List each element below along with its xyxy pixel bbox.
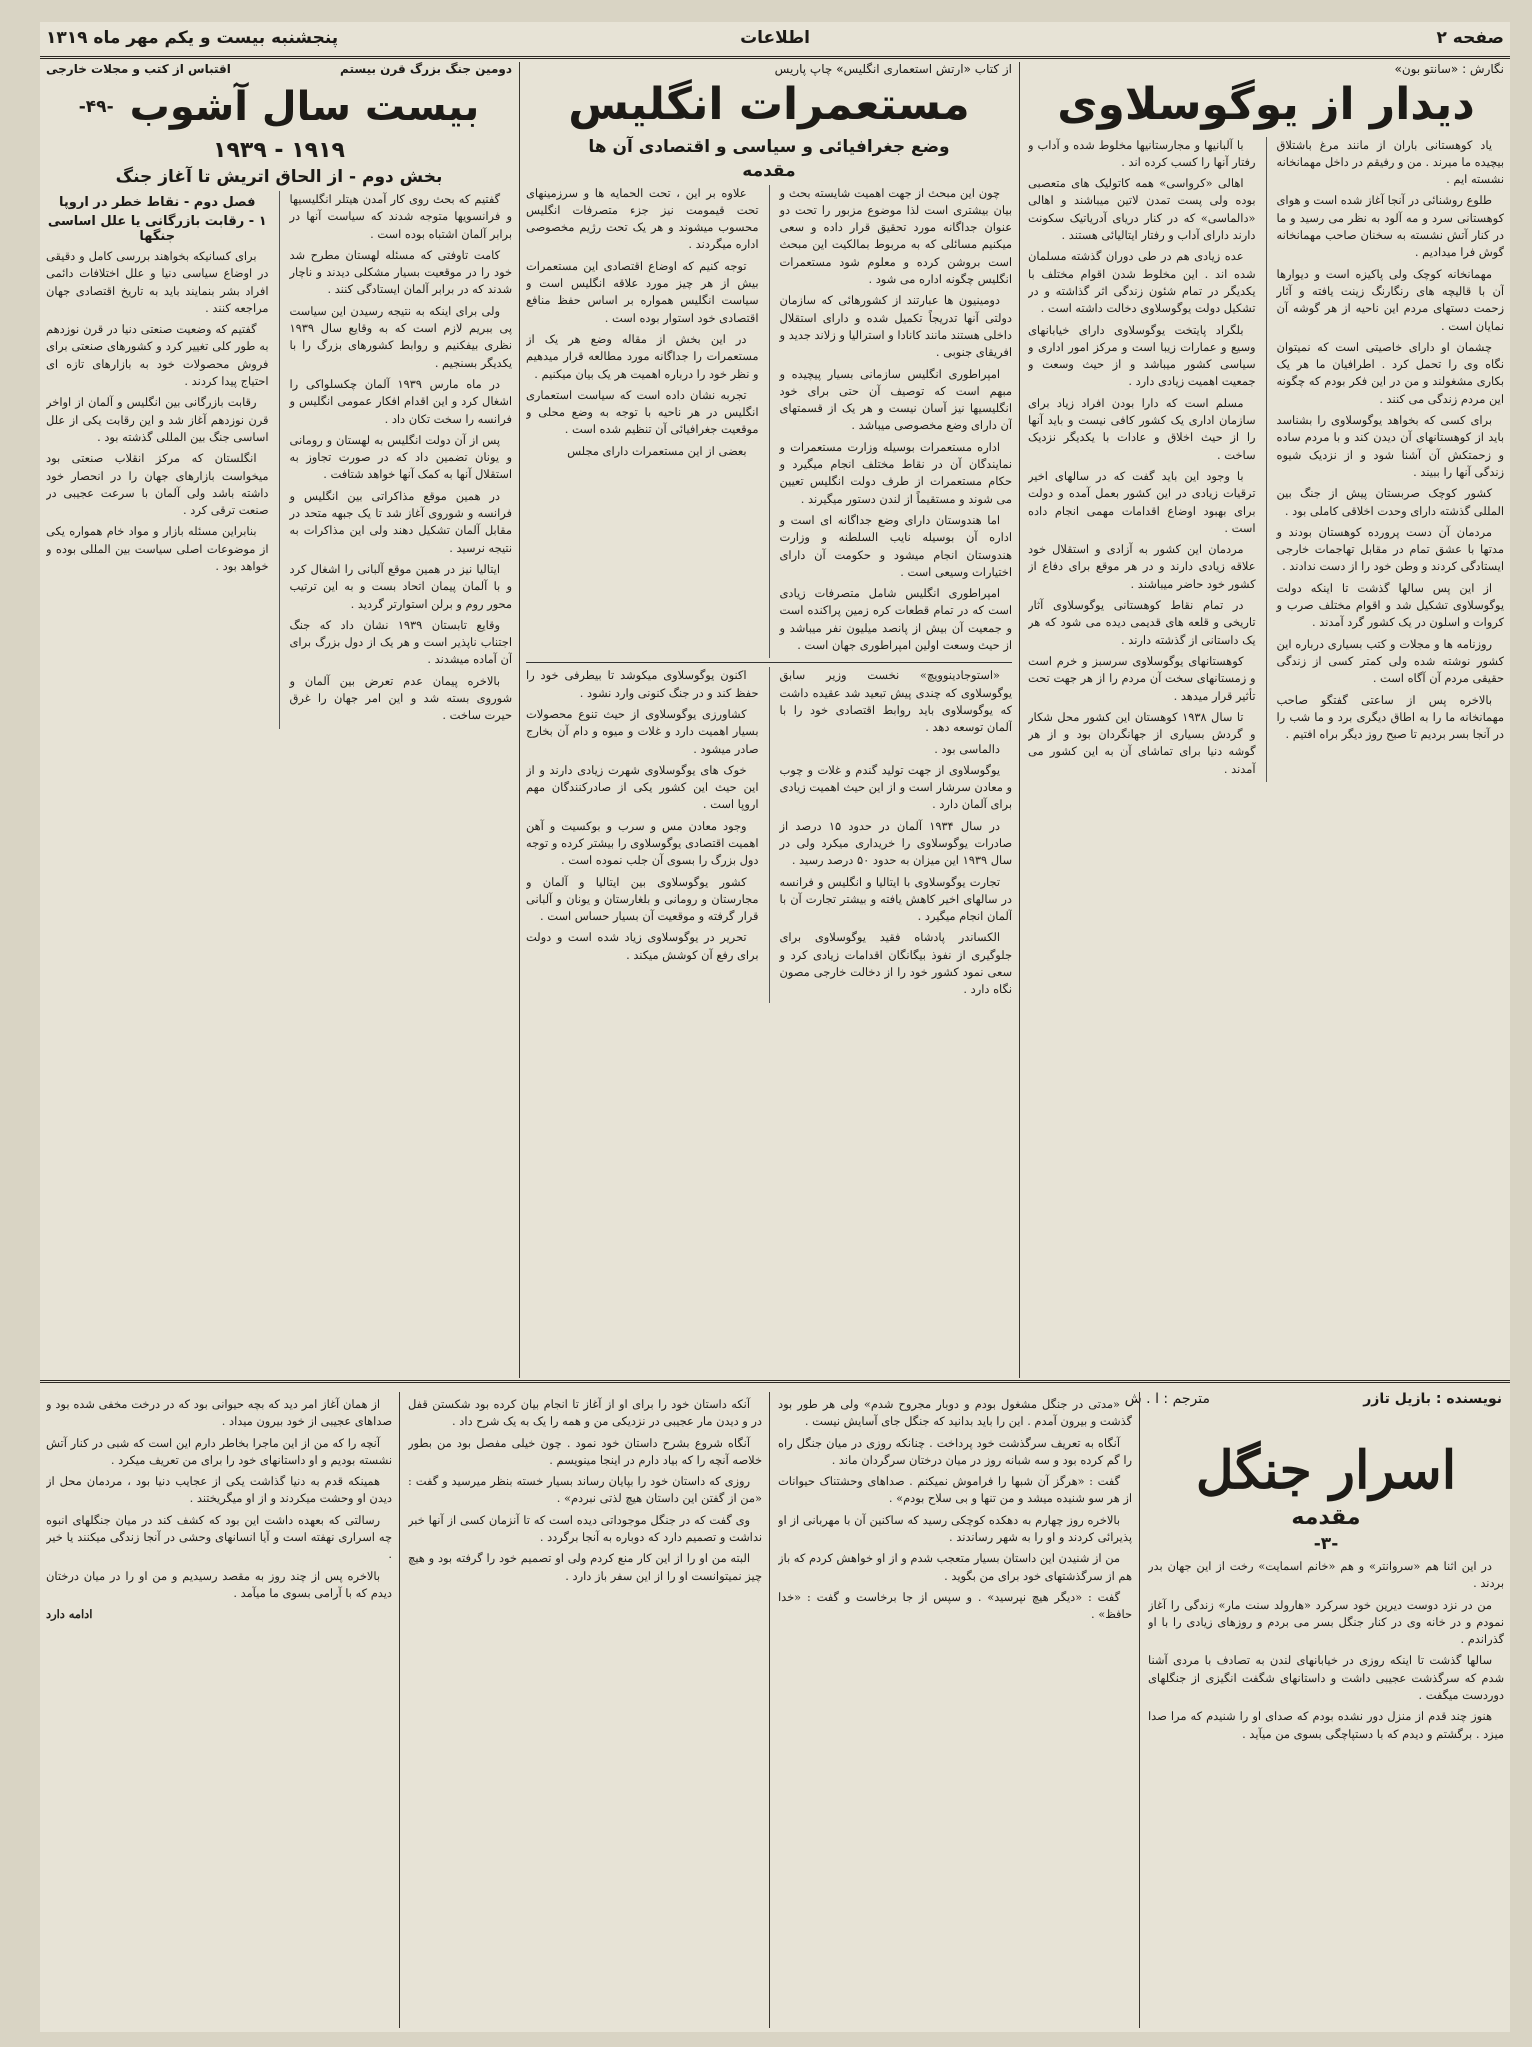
paragraph: کوهستانهای یوگوسلاوی سرسبز و خرم است و زمستانهای سخت آن مردم را از هر جهت تحت تأثیر قرار میدهد . <box>1028 653 1256 703</box>
paragraph: رقابت بازرگانی بین انگلیس و آلمان از اواخر قرن نوزدهم آغاز شد و این رقابت یکی از علل اساسی جنگ بین المللی گذشته بود . <box>46 395 269 444</box>
paragraph: ایتالیا نیز در همین موقع آلبانی را اشغال کرد و با آلمان پیمان اتحاد بست و به این ترتیب محور روم و برلن استوارتر گردید . <box>289 561 512 611</box>
serial-part: -۳- <box>1313 1534 1339 1554</box>
paragraph: روزنامه ها و مجلات و کتب بسیاری درباره این کشور نوشته شده ولی کمتر کسی از زندگی حقیقی مردم آن آگاه است . <box>1276 636 1504 686</box>
paragraph: بالاخره پس از چند روز به مقصد رسیدیم و من او را در میان درختان دیدم که با آرامی بسوی ما میآمد . <box>46 1568 392 1600</box>
paragraph: تجربه نشان داده است که سیاست استعماری انگلیس در هر ناحیه با توجه به وضع محلی و موقعیت جغرافیائی آن تنظیم شده است . <box>526 387 759 437</box>
paragraph: مسلم است که دارا بودن افراد زیاد برای سازمان اداری یک کشور کافی نیست و باید آنها را از حیث اخلاق و عادات با یکدیگر نزدیک ساخت . <box>1028 395 1256 462</box>
column-divider <box>1266 137 1267 782</box>
serial-column-1 <box>1148 1426 1504 2028</box>
author-tag: نگارش : «سانتو بون» <box>1394 62 1504 76</box>
paragraph: گفتیم که وضعیت صنعتی دنیا در قرن نوزدهم به طور کلی تغییر کرد و کشورهای صنعتی برای فروش محصولات خود به بازارهای تازه ای احتیاج پیدا کردند . <box>46 322 269 389</box>
years-range: ۱۹۱۹ - ۱۹۳۹ <box>213 138 345 163</box>
paragraph: دومینیون ها عبارتند از کشورهائی که سازمان دولتی آنها تدریجاً تکمیل شده و دارای استقلال داخلی هستند مانند کانادا و استرالیا و زلاند جدید و افریقای جنوبی . <box>779 293 1012 360</box>
paragraph: البته من او را از این کار منع کردم ولی او تصمیم خود را گرفته بود و هیچ چیز نمیتوانست او را از این سفر باز دارد . <box>408 1551 762 1583</box>
paragraph: آنچه را که من از این ماجرا بخاطر دارم این است که شبی در کنار آتش نشسته بودیم و او داستانهای خود را برای من تعریف میکرد . <box>46 1435 392 1467</box>
paragraph: همینکه قدم به دنیا گذاشت یکی از عجایب دنیا بود ، مردمان محل از دیدن او وحشت میکردند و از او میگریختند . <box>46 1474 392 1506</box>
paragraph: در این اثنا هم «سروانتر» و هم «خانم اسمایت» رخت از این جهان بدر بردند . <box>1148 1559 1504 1591</box>
paragraph: وقایع تابستان ۱۹۳۹ نشان داد که جنگ اجتناب ناپذیر است و هر یک از دول بزرگ برای آن آماده میشدند . <box>289 617 512 667</box>
paragraph: در این بخش از مقاله وضع هر یک از مستعمرات را جداگانه مورد مطالعه قرار میدهیم و نظر خود را درباره اهمیت هر یک بیان میکنیم . <box>526 331 759 381</box>
article-headline: دیدار از یوگوسلاوی <box>1057 79 1475 130</box>
paragraph: بالاخره روز چهارم به دهکده کوچکی رسید که ساکنین آن با مهربانی از او پذیرائی کردند و او را به شهر رساندند . <box>778 1512 1132 1545</box>
paragraph: توجه کنیم که اوضاع اقتصادی این مستعمرات بیش از هر چیز مورد علاقه انگلیس است و سیاست انگلیس همواره بر اساس حفظ منافع اقتصادی خود استوار بوده است . <box>526 258 759 325</box>
continued-note: ادامه دارد <box>46 1607 93 1622</box>
paragraph: در تمام نقاط کوهستانی یوگوسلاوی آثار تاریخی و قلعه های قدیمی دیده می شود که هر یک داستانی از گذشته دارند . <box>1028 598 1256 647</box>
paragraph: بنابراین مسئله بازار و مواد خام همواره یکی از موضوعات اصلی سیاست بین المللی بوده و خواهد بود . <box>46 524 269 574</box>
paragraph: ولی برای اینکه به نتیجه رسیدن این سیاست پی ببریم لازم است که به وقایع سال ۱۹۳۹ نظری بیفکنیم و روابط کشورهای بزرگ را با یکدیگر بسنجیم . <box>289 303 512 370</box>
paragraph: کشور کوچک صربستان پیش از جنگ بین المللی گذشته دارای وحدت اخلاقی کاملی بود . <box>1276 486 1504 518</box>
chapter-title: فصل دوم - نقاط خطر در اروپا <box>59 195 256 210</box>
article-colonies <box>526 62 1012 1376</box>
source-tag: از کتاب «ارتش استعماری انگلیس» چاپ پاریس <box>774 62 1012 76</box>
paragraph: بعضی از این مستعمرات دارای مجلس <box>567 443 747 458</box>
article-subtitle: وضع جغرافیائی و سیاسی و اقتصادی آن ها <box>588 136 950 157</box>
issue-date: پنجشنبه بیست و یکم مهر ماه ۱۳۱۹ <box>46 28 339 48</box>
paragraph: اکنون یوگوسلاوی میکوشد تا بیطرفی خود را حفظ کند و در جنگ کنونی وارد نشود . <box>526 668 759 700</box>
paragraph: برای کسانیکه بخواهند بررسی کامل و دقیقی در اوضاع سیاسی دنیا و علل اختلافات دائمی افراد بشر بنمایند باید به تاریخ اقتصادی جهان مراجعه کنند . <box>46 249 269 315</box>
paragraph: دالماسی بود . <box>934 741 1000 756</box>
part-number: -۴۹- <box>78 97 114 117</box>
paragraph: تحریر در یوگوسلاوی زیاد شده است و دولت برای رفع آن کوشش میکند . <box>526 930 759 962</box>
paragraph: مردمان این کشور به آزادی و استقلال خود علاقه زیادی دارند و در هر موقع برای دفاع از کشور خود حاضر میباشند . <box>1028 542 1256 591</box>
paragraph: گفتیم که بحث روی کار آمدن هیتلر انگلیسیها و فرانسویها متوجه شدند که سیاست آنها در برابر آلمان اشتباه بوده است . <box>289 192 512 241</box>
paragraph: با آلبانیها و مجارستانیها مخلوط شده و آداب و رفتار آنها را کسب کرده اند . <box>1028 137 1256 169</box>
column-divider <box>399 1392 400 2028</box>
paragraph: آنگاه به تعریف سرگذشت خود پرداخت . چنانکه روزی در میان جنگل راه را گم کرده بود و سه شبانه روز در میان درختان سرگردان ماند . <box>778 1435 1132 1467</box>
column-divider <box>1019 62 1020 1378</box>
article-yugoslavia-economy <box>526 662 1012 1002</box>
article-headline: بیست سال آشوب <box>129 84 480 130</box>
paragraph: چشمان او دارای خاصیتی است که نمیتوان نگاه وی را تحمل کرد . اطرافیان ما هر یک بکاری مشغولند و من در این فکر بودم که چگونه این مردم زندگی می کنند . <box>1276 339 1504 406</box>
paragraph: الکساندر پادشاه فقید یوگوسلاوی برای جلوگیری از نفوذ بیگانگان اقدامات زیادی کرد و سعی نمود کشور خود را از دخالت خارجی مصون نگاه دارد . <box>779 930 1012 997</box>
paragraph: بلگراد پایتخت یوگوسلاوی دارای خیابانهای وسیع و عمارات زیبا است و مرکز امور اداری و سیاسی کشور میباشد و از حیث وسعت و جمعیت اهمیت زیادی دارد . <box>1028 322 1256 389</box>
paragraph: کشاورزی یوگوسلاوی از حیث تنوع محصولات بسیار اهمیت دارد و غلات و میوه و دام آن بخارج صادر میشود . <box>526 706 759 756</box>
paragraph: «استوجادینوویچ» نخست وزیر سابق یوگوسلاوی که چندی پیش تبعید شد عقیده داشت که یوگوسلاوی باید روابط اقتصادی خود را با آلمان توسعه دهد . <box>779 668 1012 735</box>
paragraph: کامت تاوفتی که مسئله لهستان مطرح شد خود را در موقعیت بسیار مشکلی دیدند و ناچار شدند که در برابر آلمان ایستادگی کنند . <box>289 247 512 297</box>
paragraph: اهالی «کرواسی» همه کاتولیک های متعصبی بوده ولی پست تمدن لاتین میباشند و اهالی «دالماسی» که در کنار دریای آدریاتیک سکونت دارند دارای آداب و رفتار ایتالیائی هستند . <box>1028 176 1256 243</box>
paragraph: یوگوسلاوی از جهت تولید گندم و غلات و چوب و معادن سرشار است و از این حیث اهمیت زیادی برای آلمان دارد . <box>779 762 1012 812</box>
paragraph: تا سال ۱۹۳۸ کوهستان این کشور محل شکار و گردش بسیاری از جهانگردان بود و از هر گوشه دنیا برای تماشای آن به این کشور می آمدند . <box>1028 709 1256 776</box>
section-title: بخش دوم - از الحاق اتریش تا آغاز جنگ <box>115 167 443 187</box>
paragraph: از همان آغاز امر دید که بچه حیوانی بود که در درخت مخفی شده بود و صداهای عجیبی از خود بیرون میداد . <box>46 1397 392 1429</box>
chapter-subtitle: ۱ - رقابت بازرگانی یا علل اساسی جنگها <box>47 214 267 244</box>
paragraph: اداره مستعمرات بوسیله وزارت مستعمرات و نمایندگان آن در نقاط مختلف انجام میگیرد و حکام مستعمرات از طرف دولت انگلیس تعیین می شوند و مستقیماً از لندن دستور میگیرند . <box>779 439 1012 506</box>
newspaper-page <box>40 22 1510 2032</box>
serial-translator: مترجم : ا . ش <box>1124 1391 1210 1407</box>
paragraph: با وجود این باید گفت که در سالهای اخیر ترقیات زیادی در این کشور بعمل آمده و دولت برای بهبود اوضاع اقدامات مهمی انجام داده است . <box>1028 468 1256 535</box>
serial-column-4 <box>46 1396 392 2028</box>
paragraph: اما هندوستان دارای وضع جداگانه ای است و اداره آن بوسیله نایب السلطنه و وزارت هندوستان انجام میشود و حکومت آن دارای اختیارات وسیعی است . <box>779 512 1012 579</box>
column-divider <box>279 191 280 729</box>
column-divider <box>1139 1392 1140 2028</box>
paragraph: بالاخره پیمان عدم تعرض بین آلمان و شوروی بسته شد و این امر جهان را غرق حیرت ساخت . <box>289 673 512 723</box>
column-divider <box>519 62 520 1378</box>
article-body-continued <box>1028 137 1256 782</box>
paragraph: امپراطوری انگلیس سازمانی بسیار پیچیده و مبهم است که توصیف آن حتی برای خود انگلیسیها نیز آسان نیست و هر یک از قسمتهای آن دارای وضع مخصوصی میباشد . <box>779 366 1012 433</box>
paragraph: برای کسی که بخواهد یوگوسلاوی را بشناسد باید از کوهستانهای آن دیدن کند و با مردم ساده و زحمتکش آن آشنا شود و از نزدیک شیوه زندگی آنها را ببیند . <box>1276 413 1504 479</box>
column-divider <box>769 185 770 659</box>
paragraph: طلوع روشنائی در آنجا آغاز شده است و هوای کوهستانی سرد و مه آلود به نظر می رسید و ما در کنار آتش نشسته به سخنان صاحب مهمانخانه گوش فرا میدادیم . <box>1276 193 1504 260</box>
paragraph: بالاخره پس از ساعتی گفتگو صاحب مهمانخانه ما را به اطاق دیگری برد و ما شب را در آنجا بسر بردیم تا صبح روز دیگر براه افتیم . <box>1276 692 1504 742</box>
paragraph: خوک های یوگوسلاوی شهرت زیادی دارند و از این حیث این کشور یکی از صادرکنندگان مهم اروپا است . <box>526 762 759 812</box>
paragraph: آنکه داستان خود را برای او از آغاز تا انجام بیان کرده بود شکستن قفل در و دیدن مار عجیبی در نزدیکی من و همه را یک به یک شرح داد . <box>408 1397 762 1429</box>
paragraph: من از شنیدن این داستان بسیار متعجب شدم و از او خواهش کردم که باز هم از سرگذشتهای خود برای من بگوید . <box>778 1551 1132 1583</box>
paragraph: هنوز چند قدم از منزل دور نشده بودم که صدای او را شنیدم که مرا صدا میزد . برگشتم و دیدم که با دستپاچگی بسوی من میآید . <box>1148 1709 1504 1741</box>
paragraph: سالها گذشت تا اینکه روزی در خیابانهای لندن به تصادف با مردی آشنا شدم که سرگذشت عجیبی داشت و داستانهای شگفت انگیزی از جنگلهای دوردست میگفت . <box>1148 1653 1504 1703</box>
paragraph: روزی که داستان خود را بپایان رساند بسیار خسته بنظر میرسید و گفت : «من از گفتن این داستان هیچ لذتی نبردم» . <box>408 1474 762 1506</box>
paragraph: در سال ۱۹۳۴ آلمان در حدود ۱۵ درصد از صادرات یوگوسلاوی را خریداری میکرد ولی در سال ۱۹۳۹ این میزان به حدود ۵۰ درصد رسید . <box>779 818 1012 868</box>
paragraph: از این پس سالها گذشت تا اینکه دولت یوگوسلاوی تشکیل شد و اقوام مختلف صرب و کروات و اسلون در یک کشور گرد آمدند . <box>1276 580 1504 630</box>
series-tag: دومین جنگ بزرگ قرن بیستم <box>340 62 512 76</box>
paper-name: اطلاعات <box>740 28 810 48</box>
paragraph: مهمانخانه کوچک ولی پاکیزه است و دیوارها آن با قالیچه های رنگارنگ زینت یافته و آثار زحمت دستهای مردم این ناحیه از هر گوشه آن نمایان است . <box>1276 266 1504 333</box>
paragraph: وجود معادن مس و سرب و بوکسیت و آهن اهمیت اقتصادی یوگوسلاوی را بیشتر کرده و توجه دول بزرگ را بسوی آن جلب نموده است . <box>526 818 759 868</box>
section-title: مقدمه <box>742 160 796 181</box>
article-body-continued <box>46 191 269 729</box>
paragraph: گفت : «هرگز آن شبها را فراموش نمیکنم . صداهای وحشتناک حیوانات از هر سو شنیده میشد و من تنها و بی سلاح بودم» . <box>778 1474 1132 1506</box>
column-divider <box>769 1392 770 2028</box>
paragraph: آنگاه شروع بشرح داستان خود نمود . چون خیلی مفصل بود من بطور خلاصه آنچه را که بیاد دارم در اینجا مینویسم . <box>408 1435 762 1467</box>
paragraph: انگلستان که مرکز انقلاب صنعتی بود میخواست بازارهای جهان را در انحصار خود داشته باشد ولی آلمان با سرعت عجیبی در صنعت ترقی کرد . <box>46 451 269 518</box>
article-headline: مستعمرات انگلیس <box>568 79 970 130</box>
page-number: صفحه ۲ <box>1436 28 1504 48</box>
paragraph: پس از آن دولت انگلیس به لهستان و رومانی و یونان تضمین داد که در صورت تجاوز به استقلال آنها به کمک آنها خواهد شتافت . <box>289 432 512 482</box>
paragraph: «مدتی در جنگل مشغول بودم و دوبار مجروح شدم» ولی هر طور بود گذشت و بیرون آمدم . این را باید بدانید که جنگل جای آسایش نیست . <box>778 1397 1132 1429</box>
paragraph: در ماه مارس ۱۹۳۹ آلمان چکسلواکی را اشغال کرد و این اقدام افکار عمومی انگلیس و فرانسه را سخت تکان داد . <box>289 376 512 426</box>
paragraph: وی گفت که در جنگل موجوداتی دیده است که تا آنزمان کسی از آنها خبر نداشت و تصمیم دارد که دوباره به آنجا برگردد . <box>408 1512 762 1545</box>
paragraph: من در نزد دوست دیرین خود سرکرد «هارولد سنت مار» زندگی را آغاز نمودم و در خانه وی در کنار جنگل بسر می بردم و روزهای زیادی را با او گذراندم . <box>1148 1597 1504 1647</box>
serial-column-3 <box>408 1396 762 2028</box>
paragraph: رسالتی که بعهده داشت این بود که کشف کند در میان جنگلهای انبوه چه اسراری نهفته است و آیا انسانهای وحشی در آنجا زندگی میکنند یا خیر . <box>46 1512 392 1562</box>
series-tag: اقتباس از کتب و مجلات خارجی <box>46 62 231 76</box>
article-body-continued <box>526 185 759 659</box>
paragraph: امپراطوری انگلیس شامل متصرفات زیادی است که در تمام قطعات کره زمین پراکنده است و جمعیت آن بیش از پانصد میلیون نفر میباشد و از حیث وسعت اولین امپراطوری جهان است . <box>779 586 1012 653</box>
article-twenty-years <box>46 62 512 1376</box>
paragraph: در همین موقع مذاکراتی بین انگلیس و فرانسه و شوروی آغاز شد تا یک جبهه متحد در مقابل آلمان تشکیل دهند ولی این مذاکرات به نتیجه نرسید . <box>289 488 512 555</box>
article-body <box>780 185 1013 659</box>
paragraph: یاد کوهستانی باران از مانند مرغ باشتلاق بیچیده ما میرند . من و رفیقم در داخل مهمانخانه نشسته ایم . <box>1276 137 1504 187</box>
article-body <box>290 191 513 729</box>
paragraph: علاوه بر این ، تحت الحمایه ها و سرزمینهای تحت قیمومت نیز جزء متصرفات انگلیس محسوب میشوند و هر یک تحت رژیم مخصوصی اداره میگردند . <box>526 185 759 252</box>
serial-title: اسرار جنگل <box>1195 1440 1457 1501</box>
paragraph: چون این مبحث از جهت اهمیت شایسته بحث و بیان بیشتری است لذا موضوع مزبور را تحت دو عنوان جداگانه مورد تحقیق قرار داده و سعی میکنیم مسائلی که به مربوط بمالکیت این مبحث است بروشن کرده و معلوم شود مستعمرات انگلیس چگونه اداره می شود . <box>779 185 1012 287</box>
article-body <box>1277 137 1505 782</box>
serial-intro: مقدمه <box>1291 1505 1361 1530</box>
paragraph: مردمان آن دست پرورده کوهستان بودند و مدتها با عشق تمام در مقابل تهاجمات خارجی ایستادگی کردند و وطن خود را از دست ندادند . <box>1276 524 1504 574</box>
paragraph: تجارت یوگوسلاوی با ایتالیا و انگلیس و فرانسه در سالهای اخیر کاهش یافته و بیشتر تجارت آن با آلمان انجام میگیرد . <box>779 874 1012 924</box>
article-yugoslavia <box>1028 62 1504 1376</box>
column-divider <box>769 667 770 1002</box>
serial-author: نویسنده : بازیل تازر <box>1363 1391 1502 1407</box>
paragraph: عده زیادی هم در طی دوران گذشته مسلمان شده اند . این مخلوط شدن اقوام مختلف با یکدیگر در تمام شئون زندگی اثر گذاشته و در تشکیل دولت یوگوسلاوی دخالت داشته است . <box>1028 249 1256 316</box>
serial-column-2 <box>778 1396 1132 2028</box>
paragraph: کشور یوگوسلاوی بین ایتالیا و آلمان و مجارستان و رومانی و بلغارستان و یونان و آلبانی قرار گرفته و موقعیت آن بسیار حساس است . <box>526 874 759 924</box>
page-header <box>40 22 1510 59</box>
paragraph: گفت : «دیگر هیچ نپرسید» . و سپس از جا برخاست و گفت : «خدا حافظ» . <box>778 1589 1132 1622</box>
